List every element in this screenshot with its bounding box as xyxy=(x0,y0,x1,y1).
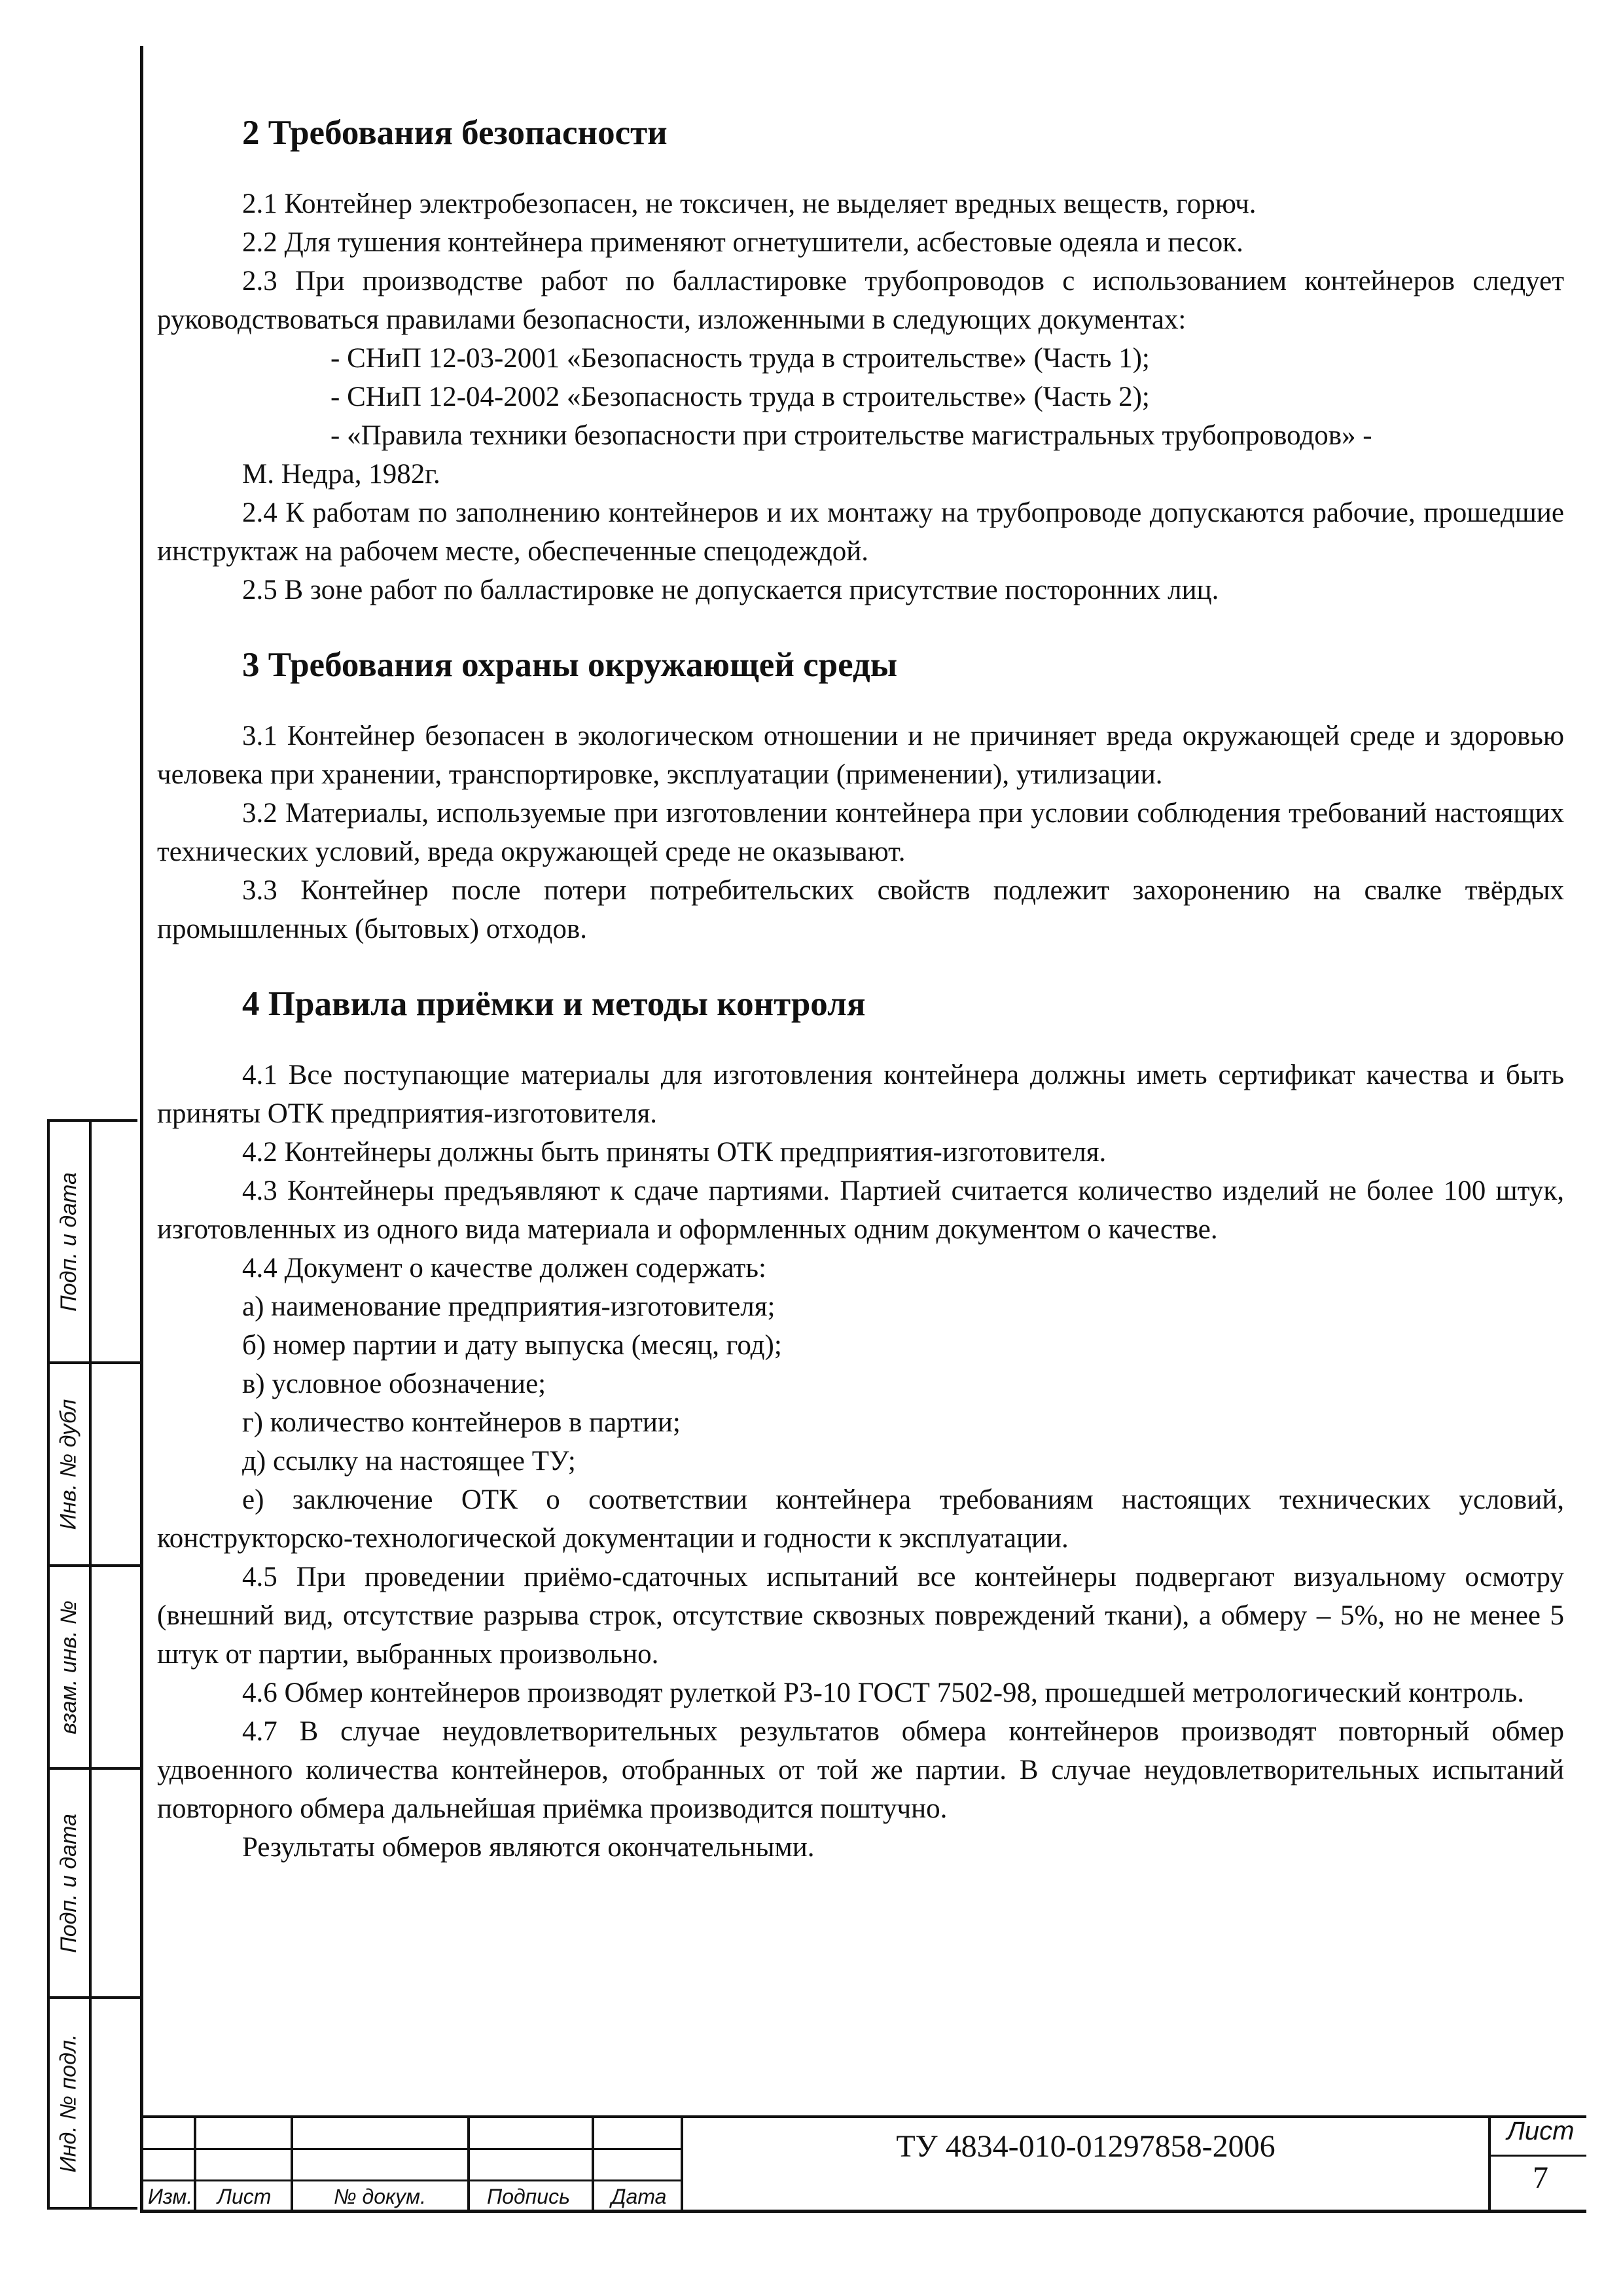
list-item-continuation: М. Недра, 1982г. xyxy=(242,459,440,490)
stamp-label-signature-date: Подп. и дата xyxy=(56,1172,81,1312)
section-title: 2 Требования безопасности xyxy=(242,114,668,152)
col-header-change: Изм. xyxy=(148,2185,193,2208)
paragraph: 2.4 К работам по заполнению контейнеров и их монтажу на трубопроводе допускаются рабочие, прошедшие инструктаж на рабочем месте, обеспеченные спецодеждой. xyxy=(157,497,1564,567)
list-item: - СНиП 12-04-2002 «Безопасность труда в строительстве» (Часть 2); xyxy=(330,382,1150,412)
title-block xyxy=(140,2115,1586,2212)
list-item: г) количество контейнеров в партии; xyxy=(242,1407,681,1438)
paragraph: 2.3 При производстве работ по балластировке трубопроводов с использованием контейнеров следует руководствоваться правилами безопасности, изложенными в следующих документах: xyxy=(157,266,1564,335)
stamp-label-signature-date-2: Подп. и дата xyxy=(56,1813,81,1953)
paragraph: 4.2 Контейнеры должны быть приняты ОТК предприятия-изготовителя. xyxy=(242,1137,1107,1168)
stamp-label-original-inventory: Инд. № подл. xyxy=(56,2033,81,2173)
document-body xyxy=(157,111,1564,1867)
col-header-signature: Подпись xyxy=(487,2185,570,2208)
section-title: 3 Требования охраны окружающей среды xyxy=(242,646,898,684)
list-item: в) условное обозначение; xyxy=(242,1369,546,1399)
paragraph: 2.2 Для тушения контейнера применяют огнетушители, асбестовые одеяла и песок. xyxy=(242,227,1243,258)
paragraph: 4.1 Все поступающие материалы для изготовления контейнера должны иметь сертификат качества и быть приняты ОТК предприятия-изготовителя. xyxy=(157,1060,1564,1129)
document-code: ТУ 4834-010-01297858-2006 xyxy=(896,2129,1275,2164)
paragraph: 3.3 Контейнер после потери потребительских свойств подлежит захоронению на свалке твёрдых промышленных (бытовых) отходов. xyxy=(157,875,1564,944)
paragraph: 4.7 В случае неудовлетворительных результатов обмера контейнеров производят повторный обмер удвоенного количества контейнеров, отобранных от той же партии. В случае неудовлетворительных испытаний повторного обмера дальнейшая приёмка производится поштучно. xyxy=(157,1716,1564,1824)
list-item: - «Правила техники безопасности при строительстве магистральных трубопроводов» - xyxy=(330,420,1372,451)
paragraph: 4.6 Обмер контейнеров производят рулеткой Р3-10 ГОСТ 7502-98, прошедшей метрологический контроль. xyxy=(242,1677,1524,1708)
section-title: 4 Правила приёмки и методы контроля xyxy=(242,985,866,1023)
paragraph: 3.2 Материалы, используемые при изготовлении контейнера при условии соблюдения требований настоящих технических условий, вреда окружающей среде не оказывают. xyxy=(157,798,1564,867)
list-item: а) наименование предприятия-изготовителя; xyxy=(242,1291,776,1322)
paragraph: 4.5 При проведении приёмо-сдаточных испытаний все контейнеры подвергают визуальному осмотру (внешний вид, отсутствие разрыва строк, отсутствие сквозных повреждений ткани), а обмеру – 5%, но не менее 5 штук от партии, выбранных произвольно. xyxy=(157,1562,1564,1670)
col-header-sheet: Лист xyxy=(217,2185,272,2208)
paragraph: е) заключение ОТК о соответствии контейнера требованиям настоящих технических условий, конструкторско-технологической документации и годности к эксплуатации. xyxy=(157,1484,1564,1554)
sheet-label: Лист xyxy=(1507,2117,1575,2145)
section-3 xyxy=(157,643,1564,948)
list-item: - СНиП 12-03-2001 «Безопасность труда в строительстве» (Часть 1); xyxy=(330,343,1150,374)
col-header-doc-number: № докум. xyxy=(334,2185,426,2208)
paragraph: Результаты обмеров являются окончательными. xyxy=(242,1832,815,1863)
section-2 xyxy=(157,111,1564,609)
section-4 xyxy=(157,982,1564,1867)
paragraph: 2.1 Контейнер электробезопасен, не токсичен, не выделяет вредных веществ, горюч. xyxy=(242,188,1257,219)
frame-left-line xyxy=(140,46,143,2212)
stamp-label-replacement-inventory: взам. инв. № xyxy=(56,1600,81,1734)
list-item: д) ссылку на настоящее ТУ; xyxy=(242,1446,576,1477)
paragraph: 4.3 Контейнеры предъявляют к сдаче партиями. Партией считается количество изделий не более 100 штук, изготовленных из одного вида материала и оформленных одним документом о качестве. xyxy=(157,1175,1564,1245)
paragraph: 2.5 В зоне работ по балластировке не допускается присутствие посторонних лиц. xyxy=(242,575,1219,605)
list-item: б) номер партии и дату выпуска (месяц, год); xyxy=(242,1330,782,1361)
paragraph: 3.1 Контейнер безопасен в экологическом отношении и не причиняет вреда окружающей среде и здоровью человека при хранении, транспортировке, эксплуатации (применении), утилизации. xyxy=(157,721,1564,790)
paragraph: 4.4 Документ о качестве должен содержать: xyxy=(242,1253,766,1283)
stamp-label-duplicate-inventory: Инв. № дубл xyxy=(56,1399,81,1530)
margin-stamp-column xyxy=(47,1119,140,2210)
col-header-date: Дата xyxy=(611,2185,667,2208)
sheet-number: 7 xyxy=(1533,2161,1548,2195)
